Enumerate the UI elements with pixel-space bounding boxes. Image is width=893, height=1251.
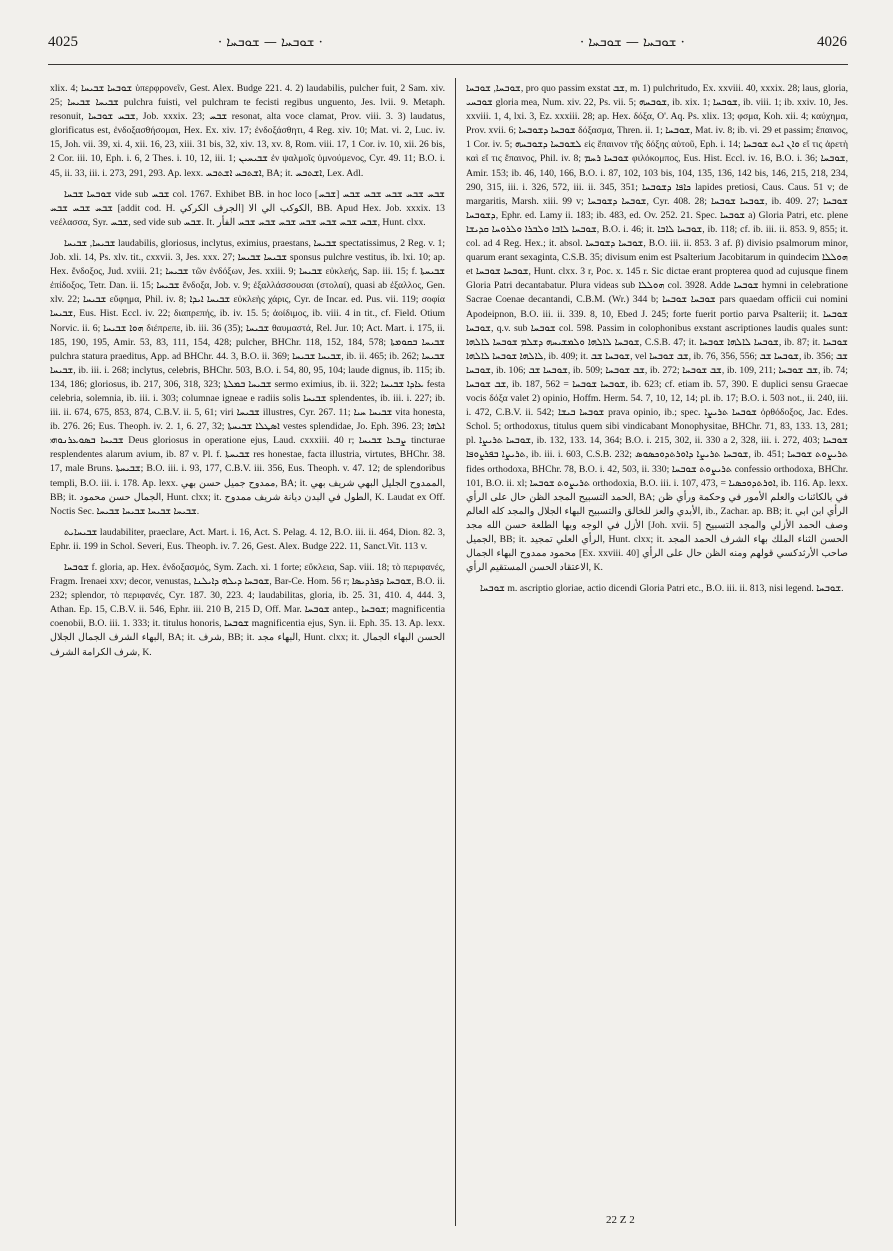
page-header	[48, 34, 847, 58]
right-running-head: · ܫܘܒܚܐ — ܫܘܒܚܐ ·	[580, 35, 685, 50]
entry-paragraph: ܫܒܝܚܐ, ܫܒܝܚܐ laudabilis, gloriosus, inclytus, eximius, praestans, ܫܒܝܚܐ spectatissimus, 2 Reg. v. 1; Job. xli. 14, Ps. xlv. tit., cxxvii. 3, Jes. xxx. 27; ܫܒܝܚܐ ܫܒܝܚܐ sponsus pulchre vestitus, ib. lxi. 10; ap. Hex. ἔνδοξος, Jud. xviii. 21; ܫܒܝܚܐ τῶν ἐνδόξων, Jes. xxiii. 9; ܫܒܝܚܐ εὐκλεής, Sap. iii. 15; f. ܫܒܝܚܬܐ ἐπίδοξος, Tetr. Dan. ii. 15; ܫܒܝܚܐ ἔνδοξα, Job. v. 9; ἐξαλλάσσουσαι (στολαί), quasi ab ἐξαλλος, Gen. xlv. 22; ܫܒܝܚܐ εὔφημα, Phil. iv. 8; ܫܒܝܚܐ ܐܝܕܐ εὐκλεὴς χάρις, Cyr. de Incar. ed. Pus. vii. 119; σοφία ܫܒܝܚܐ, Eus. Hist. Eccl. iv. 22; διαπρεπής, ib. iv. 15. 5; ἀοίδιμος, ib. viii. 4 in tit., cf. Field. Otium Norvic. ii. 6; ܗܘܐ ܫܒܝܚܐ διέπρεπε, ib. iii. 36 (35); ܫܒܝܚܐ θαυμαστά, Rel. Jur. 10; Act. Mart. i. 175, ii. 185, 190, 195, Amir. 53, 83, 111, 154, 428; pulcher, BHChr. 118, 152, 184, 578; ܫܒܝܚܐ ܒܩܘܡܬܐ pulchra statura praeditus, App. ad BHChr. 44. 3, B.O. ii. 369; ܫܒܝܚܐ ܫܒܝܚܐ, ib. ii. 465; ib. 262; ܫܒܝܚܐ ܫܒܝܚܐ, ib. iii. i. 268; inclytus, celebris, BHChr. 503, B.O. i. 54, 80, 95, 104; laude dignus, ib. 115; ib. 134, 186; gloriosus, ib. 217, 306, 318, 323; ܫܒܝܚܐ ܒܡܠܬܐ sermo eximius, ib. ii. 322; ܥܐܕܐ ܫܒܝܚܐ festa celebria, solemnia, ib. iii. i. 303; columnae igneae e radiis solis ܫܒܝܚܐ splendentes, ib. iii. i. 227; ib. iii. ii. 674, 675, 853, 874, C.B.V. ii. 5, 61; viri ܫܒܝܚܐ illustres, Cyr. 267. 11; ܫܒܝܚܐ ܚܝܐ vita honesta, ib. 276. 26; Eus. Theoph. iv. 2. 1, 6. 27, 32; ܐܣܛܠܐ ܫܒܝܚܬܐ vestes splendidae, Jo. Eph. 396. 23; ܐܠܗܐ ܫܒܝܚܐ ܒܣܘܥܪܢܘܗܝ Deus gloriosus in operatione ejus, Laud. cxxxiii. 40 r; ܨܒܥܐ ܫܒܝܚܐ tincturae resplendentes alarum avium, ib. 87 v. Pl. f. ܫܒܝܚܬܐ res honestae, facta illustria, virtutes, BHChr. 38. 17, male Bruns. ܫܒܝܚܬܐ; B.O. iii. i. 93, 177, C.B.V. iii. 356, Eus. Theoph. v. 47. 12; de splendoribus templi, B.O. iii. i. 178. Ap. lexx. ‎بهي‎ ‎حسن‎ ‎جميل‎ ‎ممدوح‎, BA; it. ‎بهي‎ ‎شريف‎ ‎البهي‎ ‎الجليل‎ ‎الممدوح‎, BB; it. ‎محمود‎ ‎حسن‎ ‎الجمال‎, Hunt. clxx; it. ‎ممدوح‎ ‎شريف‎ ‎ديانة‎ ‎البدن‎ ‎في‎ ‎الطول‎, K. Laudat ex Off. Noctis Sec. ܫܒܝܚܐ ܫܒܝܚܐ ܫܒܝܚܐ ܫܒܝܚܐ.	[50, 237, 445, 517]
right-page-number: 4026	[817, 34, 847, 50]
entry-paragraph: xlix. 4; ܫܘܒܚܐ ܫܒܝܚܐ ὑπερφρονεῖν, Gest. Alex. Budge 221. 4. 2) laudabilis, pulcher fuit, 2 Sam. xiv. 25; ܫܒܝܚܐ ܫܒܝܚܐ pulchra fuisti, vel pulchram te fecisti regibus unguento, Jes. lvii. 9. Metaph. resonuit, ܫܒܚ ܫܘܒܚܐ, Job. xxxix. 23; ܫܒܚ resonat, alta voce clamat, Prov. viii. 3. 3) laudatus, glorificatus est, ἐνδοξασθήσομαι, Hex. Ex. xiv. 17; ἐνδοξάσθητι, 4 Reg. xiv. 10; Mat. vi. 2, Luc. iv. 15, Joh. vii. 39, xi. 4, xii. 16, 23, xiii. 31 bis, 32, xiv. 13, xv. 8, Rom. viii. 17, 1 Cor. iv. 10, xii. 26 bis, 2 Cor. iii. 10, Eph. i. 6, 2 Thes. i. 10, 12, iii. 1; ܫܒܝܚܝܢ ἐν ψαλμοῖς ὑμνούμενος, Cyr. 49. 11; B.O. i. 45, ii. 33, iii. i. 273, 291, 293. Ap. lexx. ܐܫܬܒܚ ܐܫܬܒܚ, BA; it. ܐܫܬܒܚ, Lex. Adl.	[50, 83, 445, 179]
right-column	[466, 82, 848, 1224]
entry-paragraph: ܫܒܝܚܐܝܬ laudabiliter, praeclare, Act. Mart. i. 16, Act. S. Pelag. 4. 12, B.O. iii. ii. 464, Dion. 82. 3, Ephr. ii. 199 in Schol. Severi, Eus. Theoph. iv. 7. 26, Gest. Alex. Budge 222. 11, Sanct.Vit. 113 v.	[50, 526, 445, 552]
left-running-head: · ܫܘܒܚܐ — ܫܘܒܚܐ ·	[218, 35, 323, 50]
column-divider	[455, 78, 456, 1226]
left-column	[50, 82, 445, 1224]
entry-paragraph: ܫܘܒܚܐ ܫܒܚܐ vide sub ܫܒܚ col. 1767. Exhibet BB. in hoc loco [ܫܒܚ] ܫܒܚ ܫܒܚ ܫܒܚ ܫܒܚ ܫܒܚ ܫܒܚ ܫܒܚ ܫܒܚ [addit cod. H. ‎الكركي ‎الجرف] ‎‏الا‏ ‎‏الي‏ ‎الكوكب‎, BB. Apud Hex. Job. xxxix. 13 νεέλασσα, Syr. ܫܒܚ, sed vide sub ܫܒܚ. It. ܫܒܚ ܫܒܚ ܫܒܚ ܫܒܚ ܫܒܚ ܫܒܚ ܫܒܚ ‏الفأر‏, Hunt. clxx.	[50, 188, 445, 228]
entry-paragraph: ܫܘܒܚܐ, ܫܘܒܚܐ, pro quo passim exstat ܫܒ, m. 1) pulchritudo, Ex. xxviii. 40, xxxix. 28; laus, gloria, ܫܘܒܚܝ gloria mea, Num. xiv. 22, Ps. vii. 5; ܫܘܒܚܗ, ib. xix. 1; ܫܘܒܚܐ, ib. viii. 1; ib. xxiv. 10, Jes. xxviii. 1, 4, lxi. 3, Ez. xxxiii. 28; ap. Hex. δόξα, O'. Aq. Ps. xlix. 13; φσμα, Koh. xii. 4; καύχημα, Prov. xvii. 6; ܫܘܒܚܐ ܕܫܘܒܚܐ δόξασμα, Thren. ii. 1; ܫܘܒܚܐ, Mat. iv. 8; ib. vi. 29 et passim; ἔπαινος, 1 Cor. iv. 5; ܠܫܘܒܚܐ ܕܫܘܒܚܗ εἰς ἔπαινον τῆς δόξης αὐτοῦ, Eph. i. 14; ܘܐܢ ܐܝܬ ܫܘܒܚܐ εἴ τις ἀρετὴ καὶ εἴ τις ἔπαινος, Phil. iv. 8; ܫܘܒܚܐ ܪܚܡ φιλόκομπος, Eus. Hist. Eccl. iv. 16, B.O. i. 36; ܫܘܒܚܐ, Amir. 153; ib. 46, 140, 166, B.O. i. 87, 102, 103 bis, 104, 135, 136, 142 bis, 146, 215, 218, 234, 290, 315, iii. i. 326, 572, iii. ii. 345, 351; ܟܐܦܐ ܕܫܘܒܚܐ lapides pretiosi, Caus. Caus. 51 v; de margaritis, Marsh. xiii. 99 v; ܫܘܒܚܐ ܕܫܘܒܚܐ, Cyr. 408. 28; ܫܘܒܚܐ ܫܘܒܚܐ, ib. 409. 27; ܫܘܒܚܐ ܕܫܘܒܚܐ, Ephr. ed. Lamy ii. 183; ib. 483, ed. Ov. 252. 21. Spec. ܫܘܒܚܐ a) Gloria Patri, etc. plene ܫܘܒܚܐ ܠܐܒܐ ܘܠܒܪܐ ܘܠܪܘܚܐ ܩܕܝܫܐ, B.O. i. 46; it. ܫܘܒܚܐ ܠܐܒܐ, ib. 118; cf. ib. iii. ii. 853. 9, 855; it. col. ad 4 Reg. Hex.; it. absol. ܫܘܒܚܐ ܕܫܘܒܚܐ, B.O. iii. ii. 853. 3 af. β) divisio psalmorum minor, quarum erant sexaginta, C.S.B. 35; divisum enim est Psalterium Jacobitarum in quindecim ܗܘܠܠܐ et ܫܘܒܚܐ ܫܘܒܚܐ, Hunt. clxx. 3 r, Poc. x. 145 r. Sic dictae erant propterea quod ad cujusque finem Gloria Patri decantabatur. Plura videas sub ܗܘܠܠܐ col. 3928. Adde ܫܘܒܚܐ hymni in celebratione Sacrae Coenae decantandi, C.B.M. (Wr.) 344 b; ܫܘܒܚܐ ܫܘܒܚܐ pars quaedam officii cui nomini Apodeipnon, B.O. iii. ii. 339. 8, 10, Ebed J. 245; forte fuerit portio parva Psalterii; it. ܫܘܒܚܐ ܫܘܒܚܐ, q.v. sub ܫܘܒܚܐ col. 598. Passim in colophonibus exstant ascriptiones laudis quales sunt: ܫܘܒܚܐ ܠܐܠܗܐ ܘܠܡܫܝܚܗ ܕܫܠܡ ܫܘܒܚܐ ܠܐܠܗܐ, C.S.B. 47; it. ܫܘܒܚܐ ܠܐܠܗܐ ܫܘܒܚܐ, ib. 87; it. ܫܘܒܚܐ ܠܐܠܗܐ ܫܘܒܚܐ ܠܐܠܗܐ, ib. 409; it. ܫܘܒܚܐ ܫܒ, vel ܫܒ ܫܘܒܚܐ, ib. 76, 356, 556; ܫܘܒܚܐ ܫܒ, ib. 356; ܫܒ ܫܘܒܚܐ, ib. 106; ܫܘܒܚܐ ܫܒ, ib. 509; ܫܒ ܫܘܒܚܐ, ib. 272; ܫܒ ܫܘܒܚܐ, ib. 109, 211; ܫܒ ܫܘܒܚܐ, ib. 74; ܫܒ ܫܘܒܚܐ, ib. 187, 562 = ܫܘܒܚܐ ܫܘܒܚܐ, ib. 623; cf. etiam ib. 57, 390. E duplici sensu Graecae vocis δόξα valet 2) opinio, Hoffm. Herm. 54. 7, 10, 12, 14; pl. ib. 17; B.O. i. 503 not., ii. 240, iii. i. 472, C.B.V. ii. 542; ܫܘܒܚܐ ܒܝܫܐ prava opinio, ib.; spec. ܫܘܒܚܐ ܬܪܝܨܐ ὀρθόδοξος, Jac. Edes. Schol. 5; orthodoxus, titulus quem sibi vindicabant Monophysitae, BHChr. 71, 83, 133. 13, 281; pl. ܫܘܒܚܐ ܬܪܝܨܐ, ib. 132, 133. 14, 364; B.O. i. 215, 302, ii. 330 a 2, 328, iii. i. 272, 403; ܫܘܒܚܐ ܬܪܝܨܐ ܒܦܪܨܘܦܐ, ib. iii. i. 603, C.S.B. 232; ܫܘܒܚܐ ܬܪܝܨܐ ܕܐܘܪܬܕܘܟܣܘܣ, ib. 451; ܬܪܝܨܘܬ ܫܘܒܚܐ fides orthodoxa, BHChr. 78, B.O. i. 42, 503, ii. 330; ܬܪܝܨܘܬ ܫܘܒܚܐ confessio orthodoxa, BHChr. 101, B.O. ii. xl; ܬܪܝܨܘܬ ܫܘܒܚܐ orthodoxia, B.O. iii. i. 107, 473, = ܐܘܪܬܕܘܟܣܝܐ, ib. 116. Ap. lexx. ‎الرأي‎ ‎على‎ ‎حال‎ ‎الظن‎ ‎المجد‎ ‎التسبيح‎ ‎الحمد‎, BA; ‎ظن‎ ‎ورأي‎ ‎وحكمة‎ ‎في‎ ‎الأمور‎ ‎والعلم‎ ‎بالكائنات‎ ‎في‎ ‎العالم‎ ‎كله‎ ‎والمجد‎ ‎الجلال‎ ‎البهاء‎ ‎والتسبيح‎ ‎للخالق‎ ‎والعز‎ ‎الأبدي‎, ib., Zachar. ap. BB; it. ‎ابي‎ ‎ابن‎ ‎الرأي‎ ‎مجد‎ ‎الله‎ ‎حسن‎ ‎الطلعة‎ ‎وبها‎ ‎الوجه‎ ‎في‎ ‎الأزل‎ [Joh. xvii. 5] ‎التسبيح‎ ‎والمجد‎ ‎الأزلي‎ ‎الحمد‎ ‎وصف‎ ‎الجميل‎, BB; it. ‎تمجيد‎ ‎العلي‎ ‎الرأي‎, Hunt. clxx; it. ‎المجد‎ ‎الحمد‎ ‎الشرف‎ ‎بهاء‎ ‎الملك‎ ‎الثناء‎ ‎الحسن‎ ‎الجمال‎ ‎البهاء‎ ‎ممدوح‎ ‎محمود‎ [Ex. xxviii. 40] ‎الرأي‎ ‎على‎ ‎حال‎ ‎الظن‎ ‎ومنه‎ ‎قولهم‎ ‎الأرثدكسي‎ ‎صاحب‎ ‎الرأي‎ ‎المستقيم‎ ‎الحسن‎ ‎الاعتقاد‎, K.	[466, 83, 848, 574]
header-rule	[48, 64, 848, 65]
signature-mark: 22 Z 2	[606, 1214, 635, 1226]
entry-paragraph: ܫܘܒܚܐ m. ascriptio gloriae, actio dicendi Gloria Patri etc., B.O. iii. ii. 813, nisi legend. ܫܘܒܚܐ.	[480, 583, 844, 595]
left-page-number: 4025	[48, 34, 78, 50]
entry-paragraph: ܫܘܒܚܐ f. gloria, ap. Hex. ἐνδοξασμός, Sym. Zach. xi. 1 forte; εὔκλεια, Sap. viii. 18; τὸ περιφανές, Fragm. Irenaei xxv; decor, venustas, ܫܘܒܚܐ ܕܝܠܗ ܕܐܝܠܢܐ, Bar-Ce. Hom. 56 r; ܫܘܒܚܐ ܕܦܪܕܝܣܐ, B.O. ii. 232; splendor, τὸ περιφανές, Cyr. 187. 30, 223. 4; laudabilitas, gloria, ib. 25. 31, 410. 4, 444. 3, Athan. Ep. 15, C.B.V. ii. 546, Ephr. iii. 210 B, 215 D, Off. Mar. ܫܘܒܚܐ antep., ܫܘܒܚܐ; magnificentia coenobii, B.O. iii. 1. 333; it. titulus honoris, ܫܘܒܚܐ magnificentia ejus, Syn. ii. Eph. 35. 13. Ap. lexx. ‎الجلال‎ ‎الجمال‎ ‎الشرف‎ ‎البهاء‎, BA; it. ‎شرف‎, BB; it. ‎مجد‎ ‎البهاء‎, Hunt. clxx; it. ‎الجمال‎ ‎البهاء‎ ‎الحسن‎ ‎الشرف‎ ‎الكرامة‎ ‎شرف‎, K.	[50, 562, 445, 658]
